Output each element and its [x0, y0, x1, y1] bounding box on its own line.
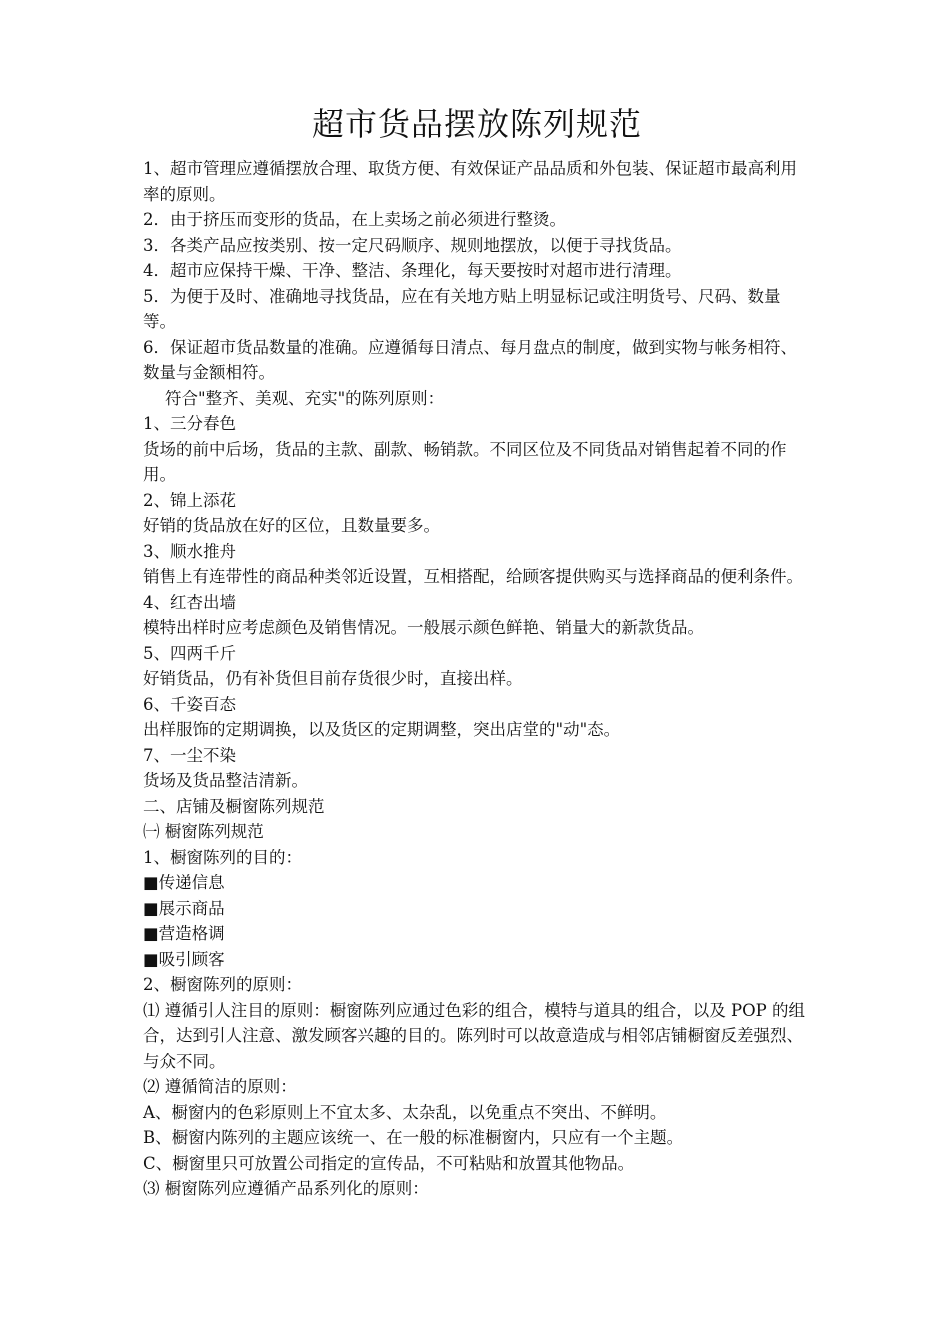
paragraph: B、橱窗内陈列的主题应该统一、在一般的标准橱窗内，只应有一个主题。: [143, 1128, 684, 1147]
subheading: ㈠ 橱窗陈列规范: [143, 822, 264, 841]
paragraph: 好销的货品放在好的区位，且数量要多。: [143, 516, 440, 535]
section-heading: 符合"整齐、美观、充实"的陈列原则：: [165, 388, 445, 408]
subheading: 4、红杏出墙: [143, 592, 236, 612]
subheading: 3、顺水推舟: [143, 541, 236, 561]
paragraph: 6．保证超市货品数量的准确。应遵循每日清点、每月盘点的制度，做到实物与帐务相符、数量与金额相符。: [143, 337, 797, 382]
paragraph: 5．为便于及时、准确地寻找货品，应在有关地方贴上明显标记或注明货号、尺码、数量等。: [143, 286, 781, 331]
document-page: [143, 96, 811, 1202]
section-heading: 二、店铺及橱窗陈列规范: [143, 796, 325, 816]
paragraph: 出样服饰的定期调换，以及货区的定期调整，突出店堂的"动"态。: [143, 720, 621, 739]
paragraph: 销售上有连带性的商品种类邻近设置，互相搭配，给顾客提供购买与选择商品的便利条件。: [143, 567, 803, 586]
subheading: 1、橱窗陈列的目的：: [143, 847, 302, 867]
paragraph: 模特出样时应考虑颜色及销售情况。一般展示颜色鲜艳、销量大的新款货品。: [143, 618, 704, 637]
list-item: ■营造格调: [143, 924, 225, 943]
subheading: 2、锦上添花: [143, 490, 236, 510]
paragraph: 货场及货品整洁清新。: [143, 771, 308, 790]
subheading: 6、千姿百态: [143, 694, 236, 714]
subheading: ⑶ 橱窗陈列应遵循产品系列化的原则：: [143, 1179, 429, 1198]
list-item: ■展示商品: [143, 898, 225, 918]
paragraph: 4．超市应保持干燥、干净、整洁、条理化，每天要按时对超市进行清理。: [143, 261, 682, 280]
document-title: 超市货品摆放陈列规范: [311, 105, 642, 143]
paragraph: ⑴ 遵循引人注目的原则：橱窗陈列应通过色彩的组合，模特与道具的组合，以及 POP 的组合，达到引人注意、激发顾客兴趣的目的。陈列时可以故意造成与相邻店铺橱窗反差强烈、与众不同。: [143, 1000, 805, 1071]
list-item: ■吸引顾客: [143, 949, 225, 969]
paragraph: 2．由于挤压而变形的货品，在上卖场之前必须进行整烫。: [143, 210, 566, 229]
paragraph: 1、超市管理应遵循摆放合理、取货方便、有效保证产品品质和外包装、保证超市最高利用率的原则。: [143, 159, 797, 204]
paragraph: 3．各类产品应按类别、按一定尺码顺序、规则地摆放，以便于寻找货品。: [143, 235, 682, 255]
paragraph: C、橱窗里只可放置公司指定的宣传品，不可粘贴和放置其他物品。: [143, 1153, 635, 1173]
paragraph: A、橱窗内的色彩原则上不宜太多、太杂乱，以免重点不突出、不鲜明。: [143, 1102, 667, 1122]
paragraph: 货场的前中后场，货品的主款、副款、畅销款。不同区位及不同货品对销售起着不同的作用。: [143, 439, 787, 484]
list-item: ■传递信息: [143, 873, 225, 892]
paragraph: 好销货品，仍有补货但目前存货很少时，直接出样。: [143, 669, 523, 688]
document-body: [143, 156, 811, 1202]
subheading: 5、四两千斤: [143, 643, 236, 663]
subheading: ⑵ 遵循简洁的原则：: [143, 1077, 297, 1096]
subheading: 2、橱窗陈列的原则：: [143, 975, 302, 994]
subheading: 7、一尘不染: [143, 745, 236, 765]
subheading: 1、三分春色: [143, 414, 236, 433]
